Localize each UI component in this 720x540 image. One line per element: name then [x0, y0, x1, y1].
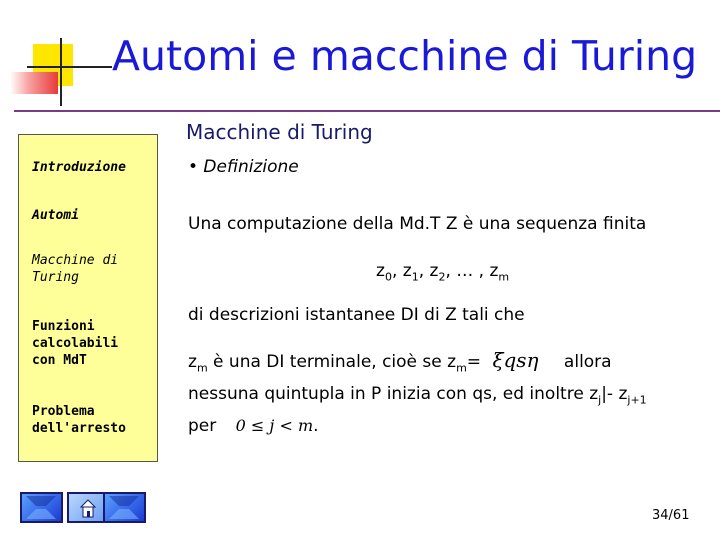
- first-slide-button[interactable]: [20, 492, 63, 523]
- previous-slide-button[interactable]: [103, 492, 146, 523]
- back-arrow-icon: [105, 494, 144, 521]
- formula-j-range: 0 ≤ j < m: [235, 416, 314, 435]
- logo-vertical-line: [60, 38, 62, 106]
- page-number: 34/61: [652, 508, 690, 523]
- page-title: Automi e macchine di Turing: [112, 32, 698, 80]
- sidebar-item-problema-arresto[interactable]: Problema dell'arresto: [32, 404, 126, 436]
- sidebar-nav: [18, 134, 158, 462]
- title-divider: [14, 110, 720, 112]
- sidebar-item-introduzione[interactable]: Introduzione: [32, 160, 126, 175]
- definition-line-6: per 0 ≤ j < m.: [188, 416, 319, 436]
- logo-horizontal-line: [27, 66, 112, 68]
- definition-line-3: di descrizioni istantanee DI di Z tali che: [188, 305, 525, 325]
- sidebar-item-macchine-di-turing[interactable]: Macchine di Turing: [32, 253, 119, 285]
- definition-line-1: Una computazione della Md.T Z è una sequenza finita: [188, 214, 647, 234]
- formula-xi-q-s-eta: ξqsη: [492, 348, 539, 372]
- definition-line-4: $z_m$ è una DI terminale, cioè se $z_m= \xi qs\eta$ allora: [188, 348, 612, 375]
- logo-red-bar: [10, 72, 58, 94]
- sidebar-item-funzioni-calcolabili[interactable]: Funzioni calcolabili con MdT: [32, 319, 119, 368]
- definition-line-5: nessuna quintupla in P inizia con qs, ed inoltre $z_j|-$ $z_{j+1}$: [188, 384, 647, 407]
- skip-back-icon: [22, 494, 61, 521]
- sequence-line: $z_0$, $z_1$, $z_2$, … , $z_m$: [376, 261, 510, 284]
- section-title: Macchine di Turing: [186, 120, 373, 144]
- bullet-definizione: • Definizione: [188, 157, 299, 177]
- sidebar-item-automi[interactable]: Automi: [32, 208, 79, 223]
